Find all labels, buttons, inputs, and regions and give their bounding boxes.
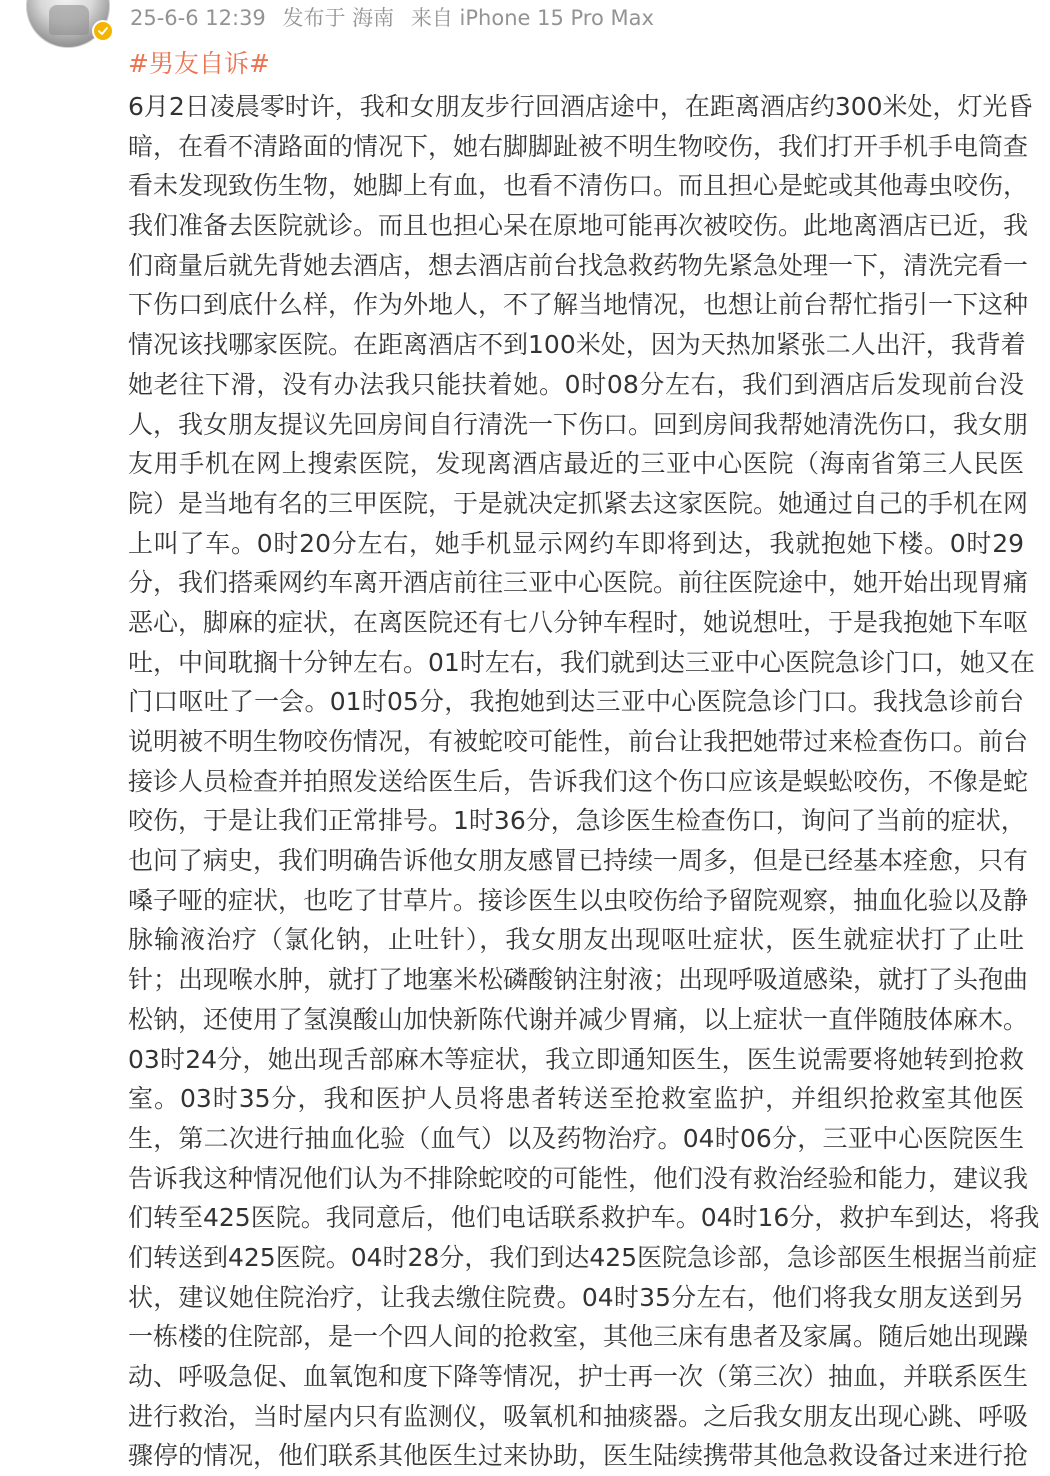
post-body-line: 生，第二次进行抽血化验（血气）以及药物治疗。04时06分，三亚中心医院医生 xyxy=(128,1123,1024,1153)
post-body-line: 她老往下滑，没有办法我只能扶着她。0时08分左右，我们到酒店后发现前台没 xyxy=(128,369,1024,399)
post-body-line: 6月2日凌晨零时许，我和女朋友步行回酒店途中，在距离酒店约300米处，灯光昏 xyxy=(128,92,1033,121)
post-body-line: 分，我们搭乘网约车离开酒店前往三亚中心医院。前往医院途中，她开始出现胃痛 xyxy=(128,568,1029,598)
avatar-container[interactable] xyxy=(26,0,110,48)
post-body-line: 松钠，还使用了氢溴酸山加快新陈代谢并减少胃痛，以上症状一直伴随肢体麻木。 xyxy=(128,1004,1029,1034)
post-body-line: 接诊人员检查并拍照发送给医生后，告诉我们这个伤口应该是蜈蚣咬伤，不像是蛇 xyxy=(128,766,1029,796)
hashtag-link[interactable]: #男友自诉# xyxy=(128,49,270,78)
checkmark-icon xyxy=(97,25,109,37)
post-device: 来自 iPhone 15 Pro Max xyxy=(410,6,654,30)
post-body-line: 室。03时35分，我和医护人员将患者转送至抢救室监护，并组织抢救室其他医 xyxy=(128,1084,1024,1114)
post-body xyxy=(128,87,1040,1476)
post-body-line: 状，建议她住院治疗，让我去缴住院费。04时35分左右，他们将我女朋友送到另 xyxy=(128,1282,1024,1312)
post-body-line: 们商量后就先背她去酒店，想去酒店前台找急救药物先紧急处理一下，清洗完看一 xyxy=(128,250,1029,280)
post-body-line: 脉输液治疗（氯化钠，止吐针），我女朋友出现呕吐症状，医生就症状打了止吐 xyxy=(128,925,1024,955)
post-body-line: 们转送到425医院。04时28分，我们到达425医院急诊部，急诊部医生根据当前症 xyxy=(128,1242,1038,1272)
post-body-line: 一栋楼的住院部，是一个四人间的抢救室，其他三床有患者及家属。随后她出现躁 xyxy=(128,1322,1029,1352)
post-body-line: 我们准备去医院就诊。而且也担心呆在原地可能再次被咬伤。此地离酒店已近，我 xyxy=(128,211,1029,241)
post-body-line: 暗，在看不清路面的情况下，她右脚脚趾被不明生物咬伤，我们打开手机手电筒查 xyxy=(128,131,1029,161)
post-body-line: 友用手机在网上搜索医院，发现离酒店最近的三亚中心医院（海南省第三人民医 xyxy=(128,449,1024,479)
post-body-line: 进行救治，当时屋内只有监测仪，吸氧机和抽痰器。之后我女朋友出现心跳、呼吸 xyxy=(128,1401,1029,1431)
post-body-line: 动、呼吸急促、血氧饱和度下降等情况，护士再一次（第三次）抽血，并联系医生 xyxy=(128,1362,1029,1391)
post-body-line: 上叫了车。0时20分左右，她手机显示网约车即将到达，我就抱她下楼。0时29 xyxy=(128,528,1024,558)
post-body-line: 门口呕吐了一会。01时05分，我抱她到达三亚中心医院急诊门口。我找急诊前台 xyxy=(128,687,1024,717)
post-body-line: 吐，中间耽搁十分钟左右。01时左右，我们就到达三亚中心医院急诊门口，她又在 xyxy=(128,647,1035,677)
post-body-line: 恶心，脚麻的症状，在离医院还有七八分钟车程时，她说想吐，于是我抱她下车呕 xyxy=(128,607,1029,637)
post-body-line: 嗓子哑的症状，也吃了甘草片。接诊医生以虫咬伤给予留院观察，抽血化验以及静 xyxy=(128,885,1029,915)
post-body-line: 院）是当地有名的三甲医院，于是就决定抓紧去这家医院。她通过自己的手机在网 xyxy=(128,488,1029,518)
post-body-line: 针；出现喉水肿，就打了地塞米松磷酸钠注射液；出现呼吸道感染，就打了头孢曲 xyxy=(128,965,1029,995)
post-body-line: 咬伤，于是让我们正常排号。1时36分，急诊医生检查伤口，询问了当前的症状， xyxy=(128,806,1026,836)
post-body-line: 骤停的情况，他们联系其他医生过来协助，医生陆续携带其他急救设备过来进行抢 xyxy=(128,1441,1029,1471)
post-body-line: 情况该找哪家医院。在距离酒店不到100米处，因为天热加紧张二人出汗，我背着 xyxy=(128,330,1026,360)
post-meta xyxy=(130,4,654,32)
post-body-line: 03时24分，她出现舌部麻木等症状，我立即通知医生，医生说需要将她转到抢救 xyxy=(128,1044,1024,1074)
post-body-line: 告诉我这种情况他们认为不排除蛇咬的可能性，他们没有救治经验和能力，建议我 xyxy=(128,1163,1029,1193)
post-location: 发布于 海南 xyxy=(282,6,395,30)
post-body-line: 下伤口到底什么样，作为外地人，不了解当地情况，也想让前台帮忙指引一下这种 xyxy=(128,290,1029,320)
post-body-line: 也问了病史，我们明确告诉他女朋友感冒已持续一周多，但是已经基本痊愈，只有 xyxy=(128,846,1029,876)
verified-badge-icon xyxy=(92,20,114,42)
post-body-line: 说明被不明生物咬伤情况，有被蛇咬可能性，前台让我把她带过来检查伤口。前台 xyxy=(128,727,1029,756)
post-body-line: 们转至425医院。我同意后，他们电话联系救护车。04时16分，救护车到达，将我 xyxy=(128,1203,1040,1233)
post-time[interactable]: 25-6-6 12:39 xyxy=(130,6,266,30)
post-body-line: 人，我女朋友提议先回房间自行清洗一下伤口。回到房间我帮她清洗伤口，我女朋 xyxy=(128,409,1029,439)
post-body-line: 看未发现致伤生物，她脚上有血，也看不清伤口。而且担心是蛇或其他毒虫咬伤， xyxy=(128,171,1029,201)
